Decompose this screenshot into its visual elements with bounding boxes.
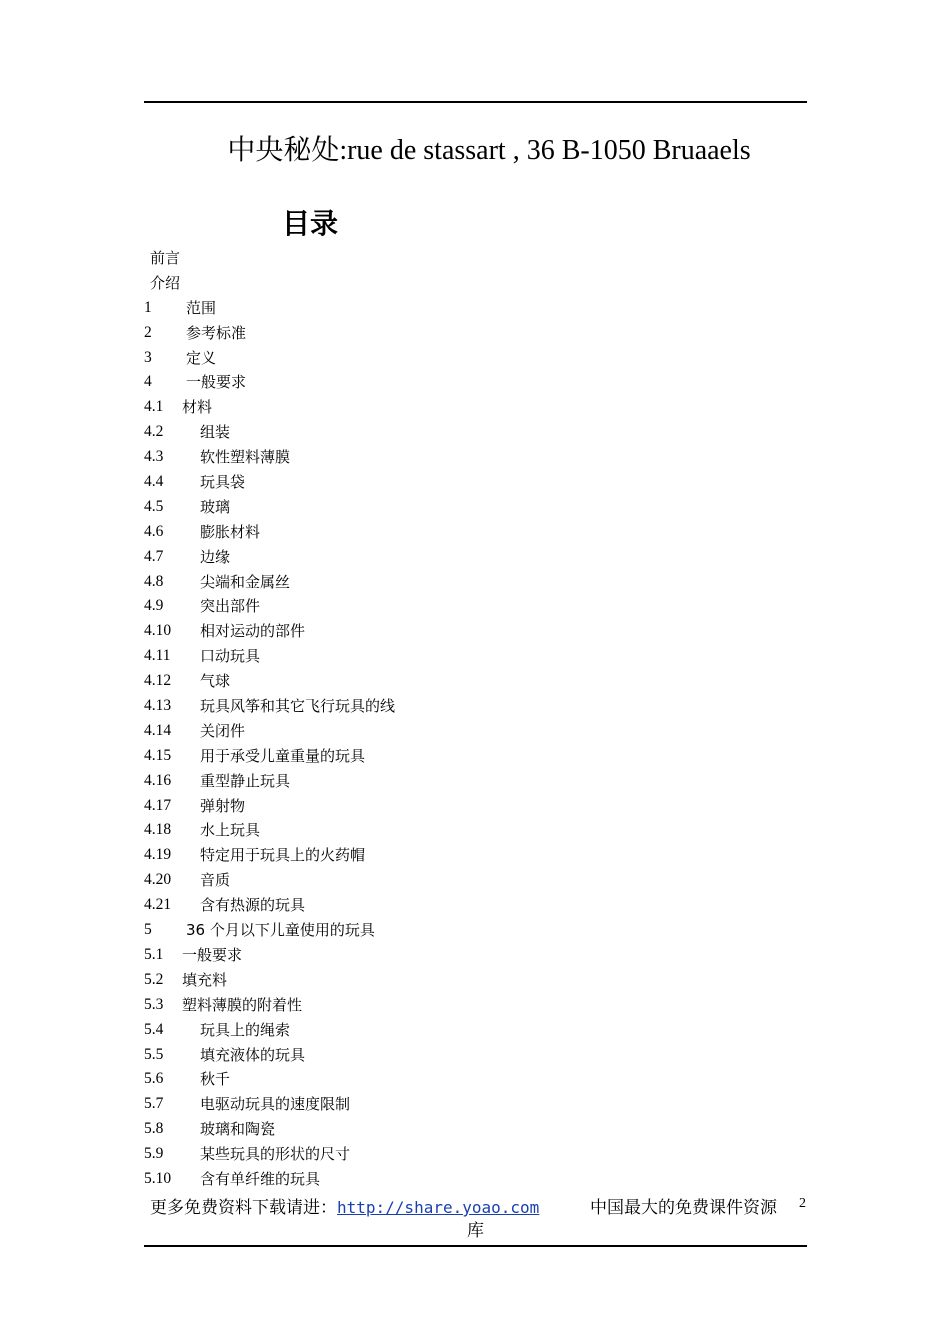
toc-entry <box>144 868 804 893</box>
toc-entry <box>144 1092 804 1117</box>
toc-entry <box>144 918 804 943</box>
toc-entry-number: 5.6 <box>144 1070 164 1088</box>
toc-entry-number: 4.21 <box>144 896 172 914</box>
toc-entry <box>144 420 804 445</box>
toc-entry-title: 关闭件 <box>200 721 246 740</box>
toc-entry-title: 含有单纤维的玩具 <box>200 1169 321 1188</box>
toc-entry-number: 5.3 <box>144 995 164 1013</box>
toc-entry-title: 介绍 <box>150 273 181 292</box>
toc-entry <box>144 794 804 819</box>
toc-entry <box>144 520 804 545</box>
toc-entry-title: 特定用于玩具上的火药帽 <box>200 846 366 865</box>
toc-entry-number: 1 <box>144 298 152 316</box>
toc-entry-title: 口动玩具 <box>200 647 261 666</box>
toc-entry <box>144 1067 804 1092</box>
toc-entry <box>144 719 804 744</box>
toc-entry-title: 填充液体的玩具 <box>200 1045 306 1064</box>
toc-entry-number: 5.7 <box>144 1095 164 1113</box>
toc-entry <box>144 893 804 918</box>
toc-entry-number: 4.11 <box>144 647 171 665</box>
toc-entry <box>144 769 804 794</box>
toc-entry-number: 5.2 <box>144 970 164 988</box>
toc-entry-title: 边缘 <box>200 547 231 566</box>
toc-entry-title: 软性塑料薄膜 <box>200 448 291 467</box>
toc-entry-number: 5.10 <box>144 1169 172 1187</box>
toc-entry-number: 4.20 <box>144 871 172 889</box>
toc-entry <box>144 1117 804 1142</box>
toc-entry-number: 5 <box>144 921 152 939</box>
toc-entry-title: 玩具上的绳索 <box>200 1020 291 1039</box>
toc-entry-title: 用于承受儿童重量的玩具 <box>200 746 366 765</box>
toc-entry-title: 组装 <box>200 423 231 442</box>
toc-entry <box>144 570 804 595</box>
footer-prefix: 更多免费资料下载请进： <box>150 1198 337 1218</box>
toc-entry <box>144 619 804 644</box>
toc-entry <box>144 370 804 395</box>
toc-entry <box>144 445 804 470</box>
toc-entry-title: 定义 <box>186 348 217 367</box>
toc-entry-title: 气球 <box>200 672 231 691</box>
toc-entry-title: 尖端和金属丝 <box>200 572 291 591</box>
toc-entry-title: 音质 <box>200 871 231 890</box>
toc-entry-number: 4.9 <box>144 597 164 615</box>
toc-entry-number: 4.12 <box>144 672 172 690</box>
toc-entry <box>144 694 804 719</box>
toc-entry-title: 一般要求 <box>182 945 243 964</box>
toc-entry-number: 5.9 <box>144 1145 164 1163</box>
toc-entry <box>144 644 804 669</box>
toc-entry <box>144 271 804 296</box>
toc-entry-title: 含有热源的玩具 <box>200 896 306 915</box>
toc-entry-number: 4.18 <box>144 821 172 839</box>
toc-entry-title: 水上玩具 <box>200 821 261 840</box>
toc-entry-number: 4.13 <box>144 697 172 715</box>
toc-entry <box>144 395 804 420</box>
toc-entry-title: 前言 <box>150 249 181 267</box>
toc-entry-title: 玻璃和陶瓷 <box>200 1120 276 1139</box>
toc-entry-title: 参考标准 <box>186 323 247 342</box>
toc-entry-number: 5.5 <box>144 1045 164 1063</box>
toc-entry-number: 4.15 <box>144 746 172 764</box>
toc-entry-title: 范围 <box>186 298 217 317</box>
toc-entry <box>144 843 804 868</box>
toc-entry-number: 4 <box>144 373 152 391</box>
toc-entry-number: 4.4 <box>144 473 164 491</box>
toc-entry <box>144 993 804 1018</box>
toc-title: 目录 <box>282 207 339 240</box>
toc-entry-number: 5.4 <box>144 1020 164 1038</box>
toc-entry-title: 一般要求 <box>186 373 247 392</box>
toc-entry-number: 5.1 <box>144 945 164 963</box>
toc-entry-title: 塑料薄膜的附着性 <box>182 995 303 1014</box>
toc-entry-title: 玩具袋 <box>200 473 246 492</box>
toc-entry-number: 4.1 <box>144 398 164 416</box>
toc-entry-title: 某些玩具的形状的尺寸 <box>200 1145 351 1164</box>
header-address: 中央秘处:rue de stassart , 36 B-1050 Bruaaels <box>227 135 751 166</box>
toc-entry <box>144 470 804 495</box>
toc-entry-number: 4.17 <box>144 796 172 814</box>
toc-entry <box>144 545 804 570</box>
toc-entry-title: 36 个月以下儿童使用的玩具 <box>186 921 375 940</box>
toc-entry-title: 玻璃 <box>200 497 231 516</box>
toc-entry <box>144 1167 804 1192</box>
toc-entry-number: 4.14 <box>144 721 172 739</box>
toc-entry <box>144 968 804 993</box>
footer-link[interactable]: http://share.yoao.com <box>337 1198 540 1217</box>
toc-entry <box>144 1043 804 1068</box>
toc-entry-title: 秋千 <box>200 1070 231 1089</box>
toc-entry <box>144 744 804 769</box>
toc-entry-number: 4.5 <box>144 497 164 515</box>
toc-entry <box>144 818 804 843</box>
toc-entry-title: 突出部件 <box>200 597 261 616</box>
page-footer <box>144 1196 807 1242</box>
footer-suffix-wrap: 库 <box>467 1221 484 1241</box>
toc-entry <box>144 346 804 371</box>
toc-entry <box>144 943 804 968</box>
toc-entry-title: 填充料 <box>182 970 228 989</box>
toc-entry-number: 4.16 <box>144 771 172 789</box>
toc-entry-number: 4.3 <box>144 448 164 466</box>
toc-entry-title: 相对运动的部件 <box>200 622 306 641</box>
toc-entry-title: 膨胀材料 <box>200 522 261 541</box>
toc-entry-number: 4.2 <box>144 423 164 441</box>
toc-entry-number: 5.8 <box>144 1120 164 1138</box>
page-number: 2 <box>799 1196 806 1211</box>
toc-entry-title: 玩具风筝和其它飞行玩具的线 <box>200 697 396 716</box>
toc-entry-number: 2 <box>144 323 152 341</box>
toc-entry-title: 重型静止玩具 <box>200 771 291 790</box>
toc-entry <box>144 1018 804 1043</box>
toc-entry <box>144 321 804 346</box>
table-of-contents <box>144 246 804 1192</box>
footer-rule <box>144 1245 807 1247</box>
toc-entry-number: 4.6 <box>144 522 164 540</box>
toc-entry <box>144 296 804 321</box>
toc-entry-title: 弹射物 <box>200 796 246 815</box>
footer-download-note <box>150 1196 539 1220</box>
header-rule <box>144 101 807 103</box>
toc-entry <box>144 669 804 694</box>
toc-entry <box>144 495 804 520</box>
toc-entry-number: 4.8 <box>144 572 164 590</box>
footer-suffix: 中国最大的免费课件资源 <box>590 1198 777 1218</box>
toc-entry-number: 4.7 <box>144 547 164 565</box>
toc-entry-title: 电驱动玩具的速度限制 <box>200 1095 351 1114</box>
toc-entry-title: 材料 <box>182 398 213 417</box>
toc-entry <box>144 1142 804 1167</box>
toc-entry-number: 4.19 <box>144 846 172 864</box>
toc-entry-number: 4.10 <box>144 622 172 640</box>
toc-entry <box>144 594 804 619</box>
toc-entry <box>144 246 804 271</box>
toc-entry-number: 3 <box>144 348 152 366</box>
